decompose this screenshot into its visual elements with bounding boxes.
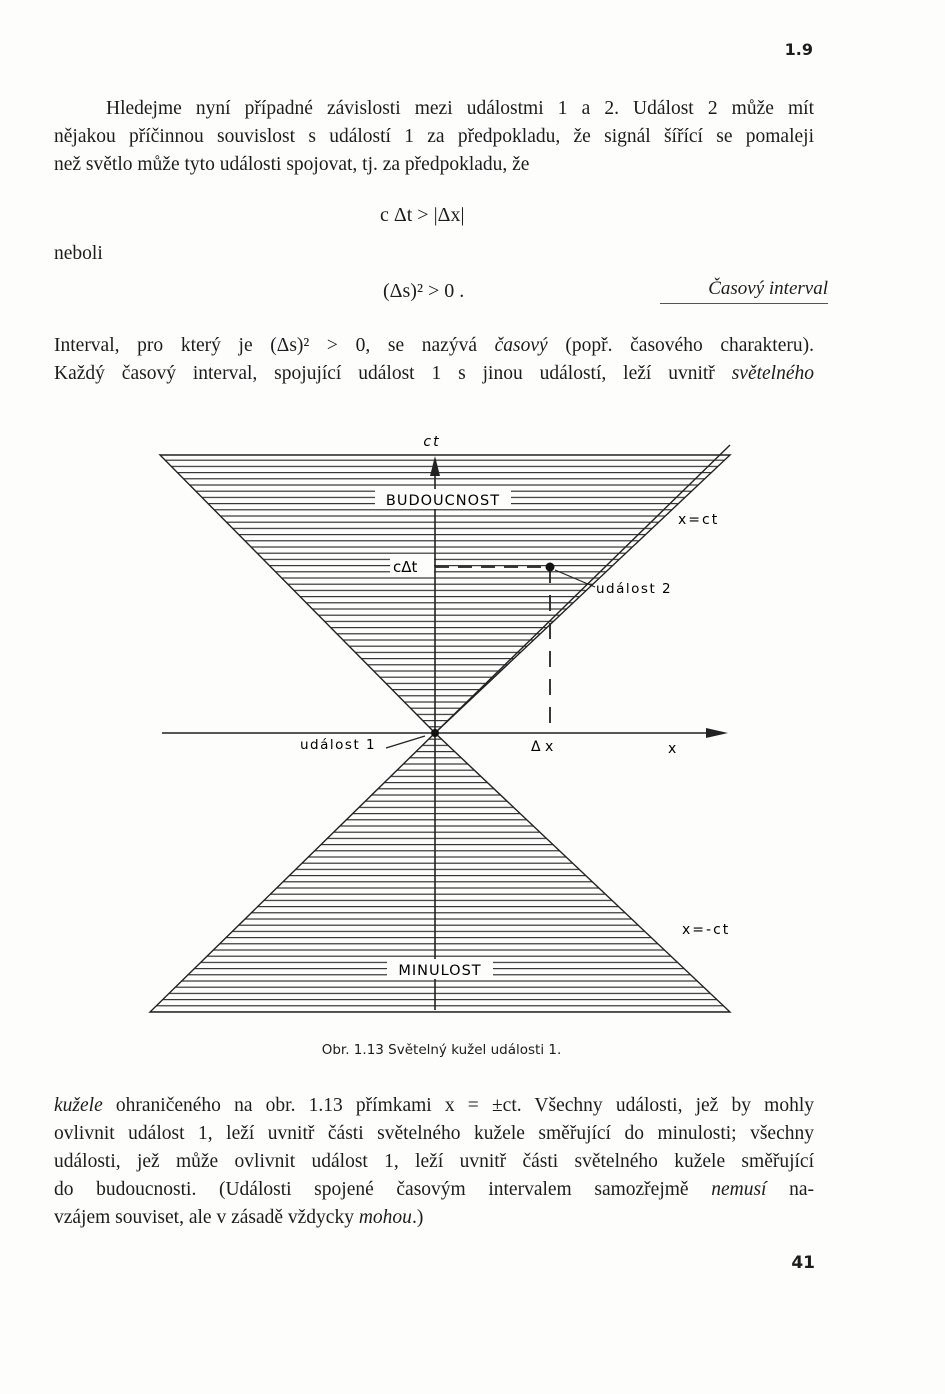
text-run: na-	[766, 1179, 814, 1200]
text-run: (popř. časového charakteru).	[547, 335, 814, 356]
x-axis-arrow	[706, 728, 728, 738]
event-1-point	[431, 729, 439, 737]
paragraph-3	[54, 1092, 814, 1232]
paragraph-2	[54, 332, 814, 388]
axis-x-label: x	[668, 741, 677, 757]
paragraph-3-line	[54, 1176, 814, 1204]
paragraph-3-line: ovlivnit událost 1, leží uvnitř části světelného kužele směřující do minulosti; všechny	[54, 1123, 814, 1144]
emphasis: kužele	[54, 1095, 103, 1116]
paragraph-3-line	[54, 1204, 814, 1232]
event-2-point	[546, 563, 555, 572]
light-cone-diagram	[140, 420, 740, 1030]
equation-1: c Δt > |Δx|	[380, 204, 465, 226]
paragraph-1-line: nějakou příčinnou souvislost s událostí 1 za předpokladu, že signál šířící se pomaleji	[54, 126, 814, 147]
past-label: MINULOST	[398, 963, 482, 979]
line-neg-label: x=-ct	[682, 922, 731, 938]
line-pos-label: x=ct	[678, 512, 720, 528]
page-number: 41	[791, 1253, 815, 1273]
cdt-label: cΔt	[393, 558, 418, 576]
axis-ct-label: ct	[423, 434, 441, 450]
event-1-label: událost 1	[300, 737, 377, 753]
paragraph-2-line	[54, 332, 814, 360]
paragraph-3-line: události, jež může ovlivnit událost 1, leží uvnitř části světelného kužele směřující	[54, 1151, 814, 1172]
paragraph-1	[54, 95, 814, 179]
text-run: ohraničeného na obr. 1.13 přímkami x = ±ct. Všechny události, jež by mohly	[102, 1095, 814, 1116]
text-run: Interval, pro který je (Δs)² > 0, se nazývá	[54, 335, 495, 356]
word-neboli: neboli	[54, 243, 103, 264]
emphasis: mohou	[358, 1207, 412, 1228]
paragraph-1-line: než světlo může tyto události spojovat, tj. za předpokladu, že	[54, 154, 530, 175]
event-2-label: událost 2	[596, 581, 673, 597]
text-run: vzájem souviset, ale v zásadě vždycky	[54, 1207, 359, 1228]
emphasis: nemusí	[711, 1179, 767, 1200]
equation-2: (Δs)² > 0 .	[383, 280, 465, 302]
figure-caption: Obr. 1.13 Světelný kužel události 1.	[321, 1042, 562, 1058]
paragraph-3-line	[54, 1092, 814, 1120]
emphasis: světelného	[731, 363, 814, 384]
paragraph-2-line	[54, 360, 814, 388]
margin-note: Časový interval	[660, 278, 828, 304]
paragraph-1-line: Hledejme nyní případné závislosti mezi událostmi 1 a 2. Událost 2 může mít	[106, 98, 814, 119]
section-number: 1.9	[784, 40, 813, 59]
emphasis: časový	[494, 335, 548, 356]
future-label: BUDOUCNOST	[385, 493, 501, 509]
text-run: Každý časový interval, spojující událost 1 s jinou událostí, leží uvnitř	[54, 363, 732, 384]
text-run: .)	[411, 1207, 424, 1228]
dx-label: Δ x	[531, 739, 554, 755]
text-run: do budoucnosti. (Události spojené časovým intervalem samozřejmě	[54, 1179, 712, 1200]
